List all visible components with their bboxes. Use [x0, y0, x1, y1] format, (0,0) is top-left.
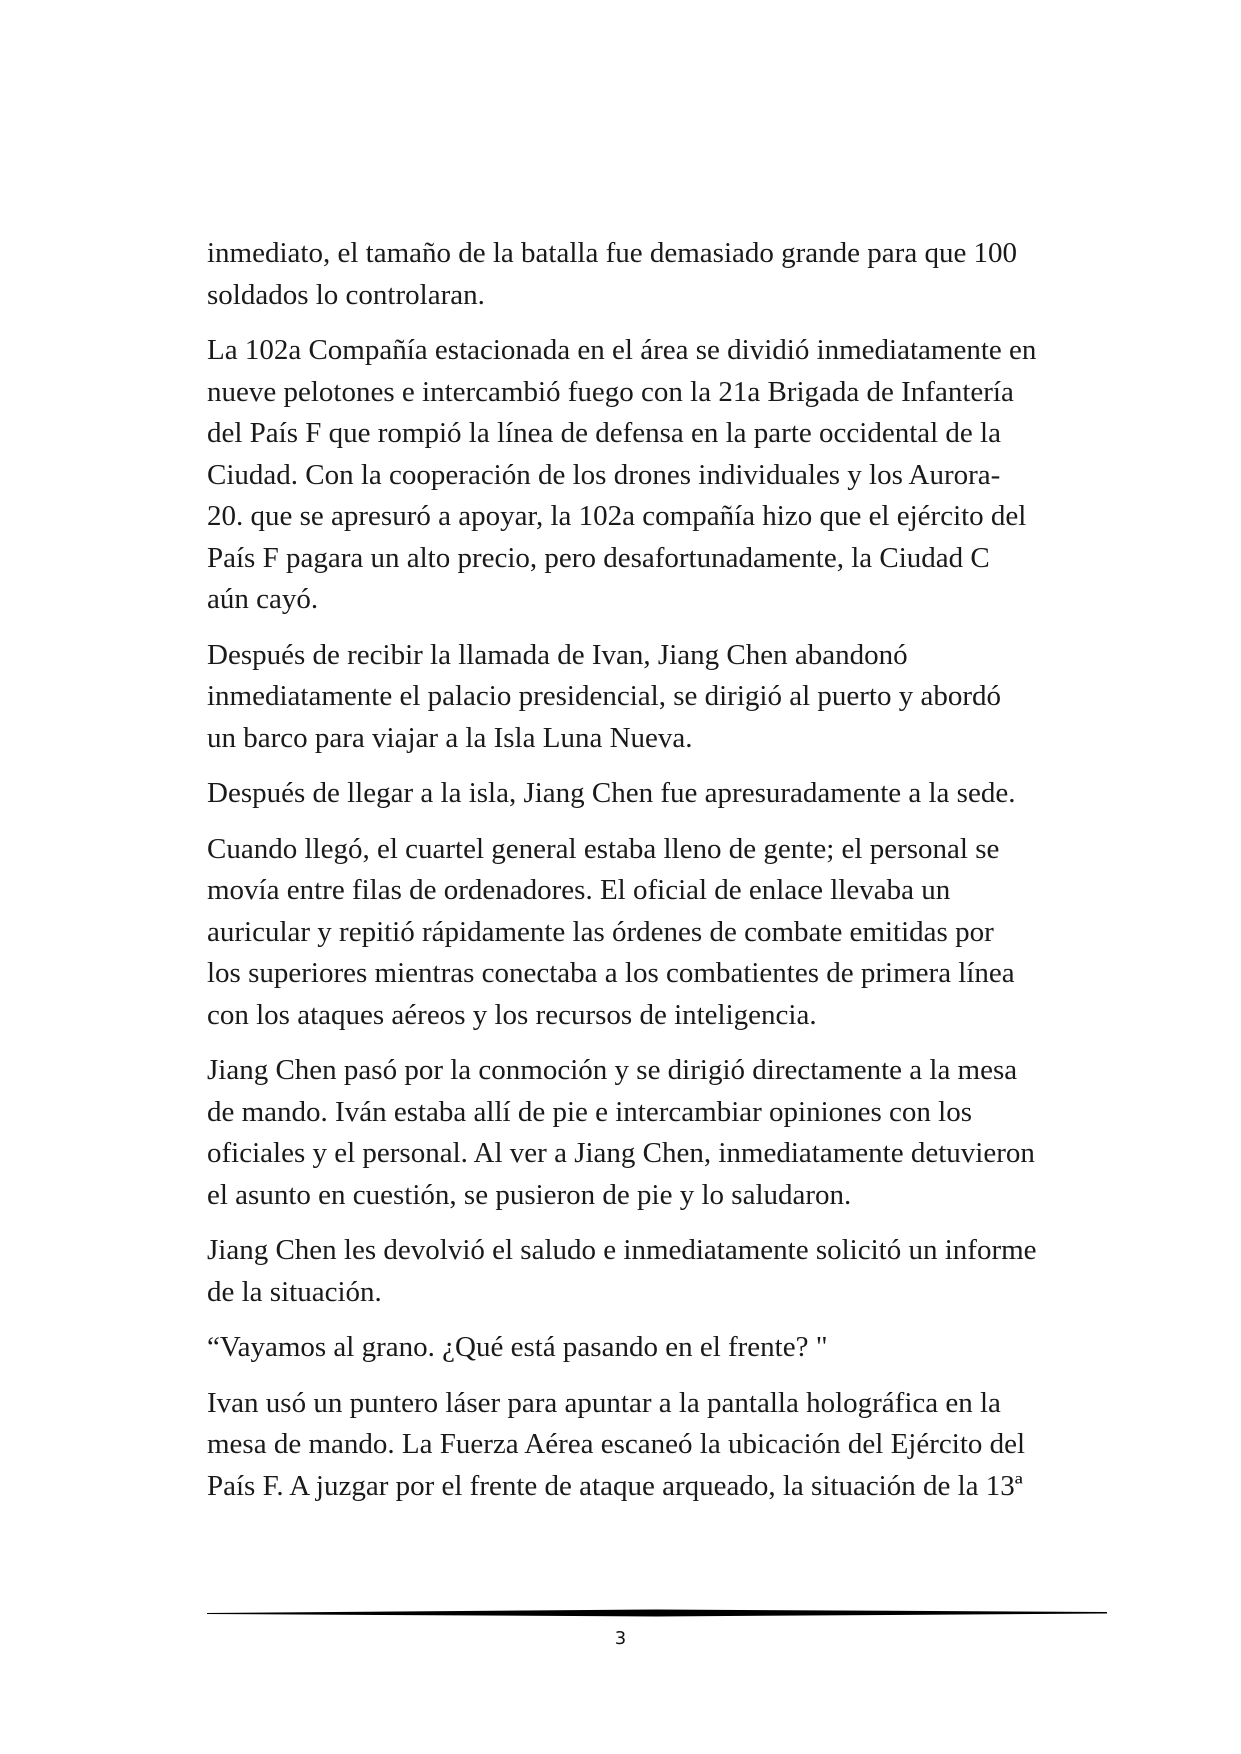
text-line: Jiang Chen les devolvió el saludo e inmediatamente solicitó un informe	[207, 1234, 1037, 1266]
paragraph	[207, 635, 1067, 760]
text-line: un barco para viajar a la Isla Luna Nueva.	[207, 721, 693, 754]
text-line: mesa de mando. La Fuerza Aérea escaneó la ubicación del Ejército del	[207, 1428, 1026, 1460]
paragraph	[207, 829, 1067, 1037]
text-line: auricular y repitió rápidamente las órdenes de combate emitidas por	[207, 915, 994, 948]
paragraph	[207, 773, 1067, 815]
text-line: Después de recibir la llamada de Ivan, Jiang Chen abandonó	[207, 638, 908, 671]
text-line: País F. A juzgar por el frente de ataque arqueado, la situación de la 13ª	[207, 1469, 1023, 1502]
text-line: inmediato, el tamaño de la batalla fue demasiado grande para que 100	[207, 237, 1018, 269]
text-line: del País F que rompió la línea de defensa en la parte occidental de la	[207, 417, 1001, 449]
footer-divider	[207, 1607, 1107, 1619]
text-line: el asunto en cuestión, se pusieron de pie y lo saludaron.	[207, 1178, 852, 1211]
paragraph	[207, 1230, 1067, 1313]
text-line: 20. que se apresuró a apoyar, la 102a compañía hizo que el ejército del	[207, 500, 1027, 532]
text-line: Ciudad. Con la cooperación de los drones individuales y los Aurora-	[207, 458, 1001, 491]
text-line: País F pagara un alto precio, pero desafortunadamente, la Ciudad C	[207, 541, 990, 574]
text-line: de la situación.	[207, 1275, 382, 1308]
paragraph	[207, 330, 1067, 621]
paragraph	[207, 1050, 1067, 1216]
text-line: Después de llegar a la isla, Jiang Chen fue apresuradamente a la sede.	[207, 777, 1016, 809]
text-line: “Vayamos al grano. ¿Qué está pasando en el frente? "	[207, 1331, 828, 1363]
text-line: los superiores mientras conectaba a los combatientes de primera línea	[207, 957, 1015, 989]
text-line: oficiales y el personal. Al ver a Jiang Chen, inmediatamente detuvieron	[207, 1137, 1035, 1169]
text-line: movía entre filas de ordenadores. El oficial de enlace llevaba un	[207, 874, 951, 906]
paragraph	[207, 233, 1067, 316]
text-line: nueve pelotones e intercambió fuego con la 21a Brigada de Infantería	[207, 375, 1014, 408]
paragraph	[207, 1327, 1067, 1369]
text-line: con los ataques aéreos y los recursos de inteligencia.	[207, 998, 817, 1031]
text-line: Ivan usó un puntero láser para apuntar a la pantalla holográfica en la	[207, 1386, 1001, 1419]
text-line: Cuando llegó, el cuartel general estaba lleno de gente; el personal se	[207, 832, 1000, 865]
text-line: Jiang Chen pasó por la conmoción y se dirigió directamente a la mesa	[207, 1054, 1018, 1086]
text-line: soldados lo controlaran.	[207, 278, 485, 311]
text-line: La 102a Compañía estacionada en el área se dividió inmediatamente en	[207, 334, 1037, 366]
page-number: 3	[614, 1628, 627, 1649]
text-line: aún cayó.	[207, 583, 319, 615]
paragraph	[207, 1383, 1067, 1508]
text-line: de mando. Iván estaba allí de pie e intercambiar opiniones con los	[207, 1095, 973, 1128]
text-line: inmediatamente el palacio presidencial, se dirigió al puerto y abordó	[207, 680, 1001, 712]
body-text	[207, 233, 1067, 1521]
